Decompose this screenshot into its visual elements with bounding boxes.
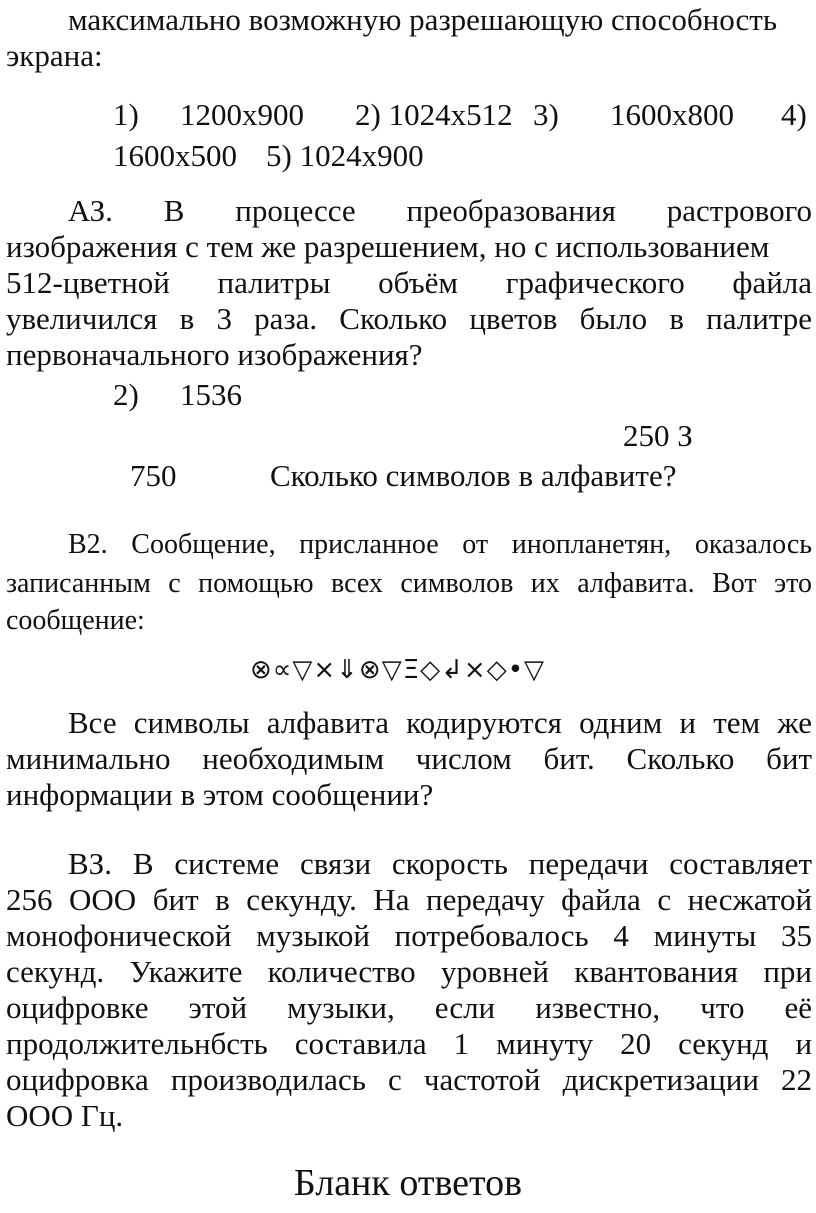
alphabet-question: Сколько символов в алфавите?: [270, 458, 677, 493]
a3-option-2-value: 1536: [180, 377, 242, 412]
a2-option-1-number: 1): [113, 97, 139, 132]
b2-p2-line-3: информации в этом сообщении?: [6, 777, 434, 812]
b2-p2-line-1: Все символы алфавита кодируются одним и тем же: [68, 705, 813, 740]
a2-option-3-value: 1600х800: [610, 97, 734, 132]
a3-fragment-250: 250 З: [623, 418, 693, 453]
b3-line-7: оцифровка производилась с частотой дискретизации 22: [6, 1062, 813, 1097]
answer-sheet-title: Бланк ответов: [293, 1162, 523, 1204]
b3-line-2: 256 ООО бит в секунду. На передачу файла с несжатой: [6, 882, 813, 917]
a2-tail-line-1: максимально возможную разрешающую способность: [68, 2, 777, 37]
a3-line-3: 512-цветной палитры объём графического файла: [6, 265, 813, 300]
a2-option-4-number: 4): [781, 97, 807, 132]
a3-fragment-750: 750: [130, 458, 177, 493]
b2-p2-line-2: минимально необходимым числом бит. Сколько бит: [6, 741, 813, 776]
a3-line-1: АЗ. В процессе преобразования растрового: [68, 193, 813, 228]
b2-line-1: В2. Сообщение, присланное от инопланетян, оказалось: [68, 529, 813, 560]
b3-line-5: оцифровке этой музыки, если известно, что её: [6, 990, 813, 1025]
a2-option-1-value: 1200х900: [180, 97, 304, 132]
a2-tail-line-2: экрана:: [6, 38, 103, 73]
a3-option-2-number: 2): [113, 377, 139, 412]
a2-option-5: 5) 1024х900: [266, 138, 424, 173]
a3-line-4: увеличился в 3 раза. Сколько цветов было в палитре: [6, 301, 813, 336]
alien-message-symbols: ⊗∝▽×⇓⊗▽Ξ◇↲×◇•▽: [250, 655, 546, 685]
b3-line-4: секунд. Укажите количество уровней квантования при: [6, 954, 812, 989]
b2-line-3: сообщение:: [6, 605, 145, 636]
b3-line-6: продолжительнбсть составила 1 минуту 20 секунд и: [6, 1026, 813, 1061]
a3-line-5: первоначального изображения?: [6, 337, 423, 372]
a2-option-3-number: 3): [533, 97, 559, 132]
b3-line-8: ООО Гц.: [6, 1098, 124, 1133]
b3-line-1: ВЗ. В системе связи скорость передачи составляет: [68, 846, 812, 881]
b2-line-2: записанным с помощью всех символов их алфавита. Вот это: [6, 568, 813, 599]
a3-line-2: изображения с тем же разрешением, но с использованием: [6, 229, 770, 264]
a2-option-2: 2) 1024х512: [355, 97, 513, 132]
b3-line-3: монофонической музыкой потребовалось 4 минуты 35: [6, 918, 813, 953]
a2-option-4-value: 1600х500: [113, 138, 237, 173]
